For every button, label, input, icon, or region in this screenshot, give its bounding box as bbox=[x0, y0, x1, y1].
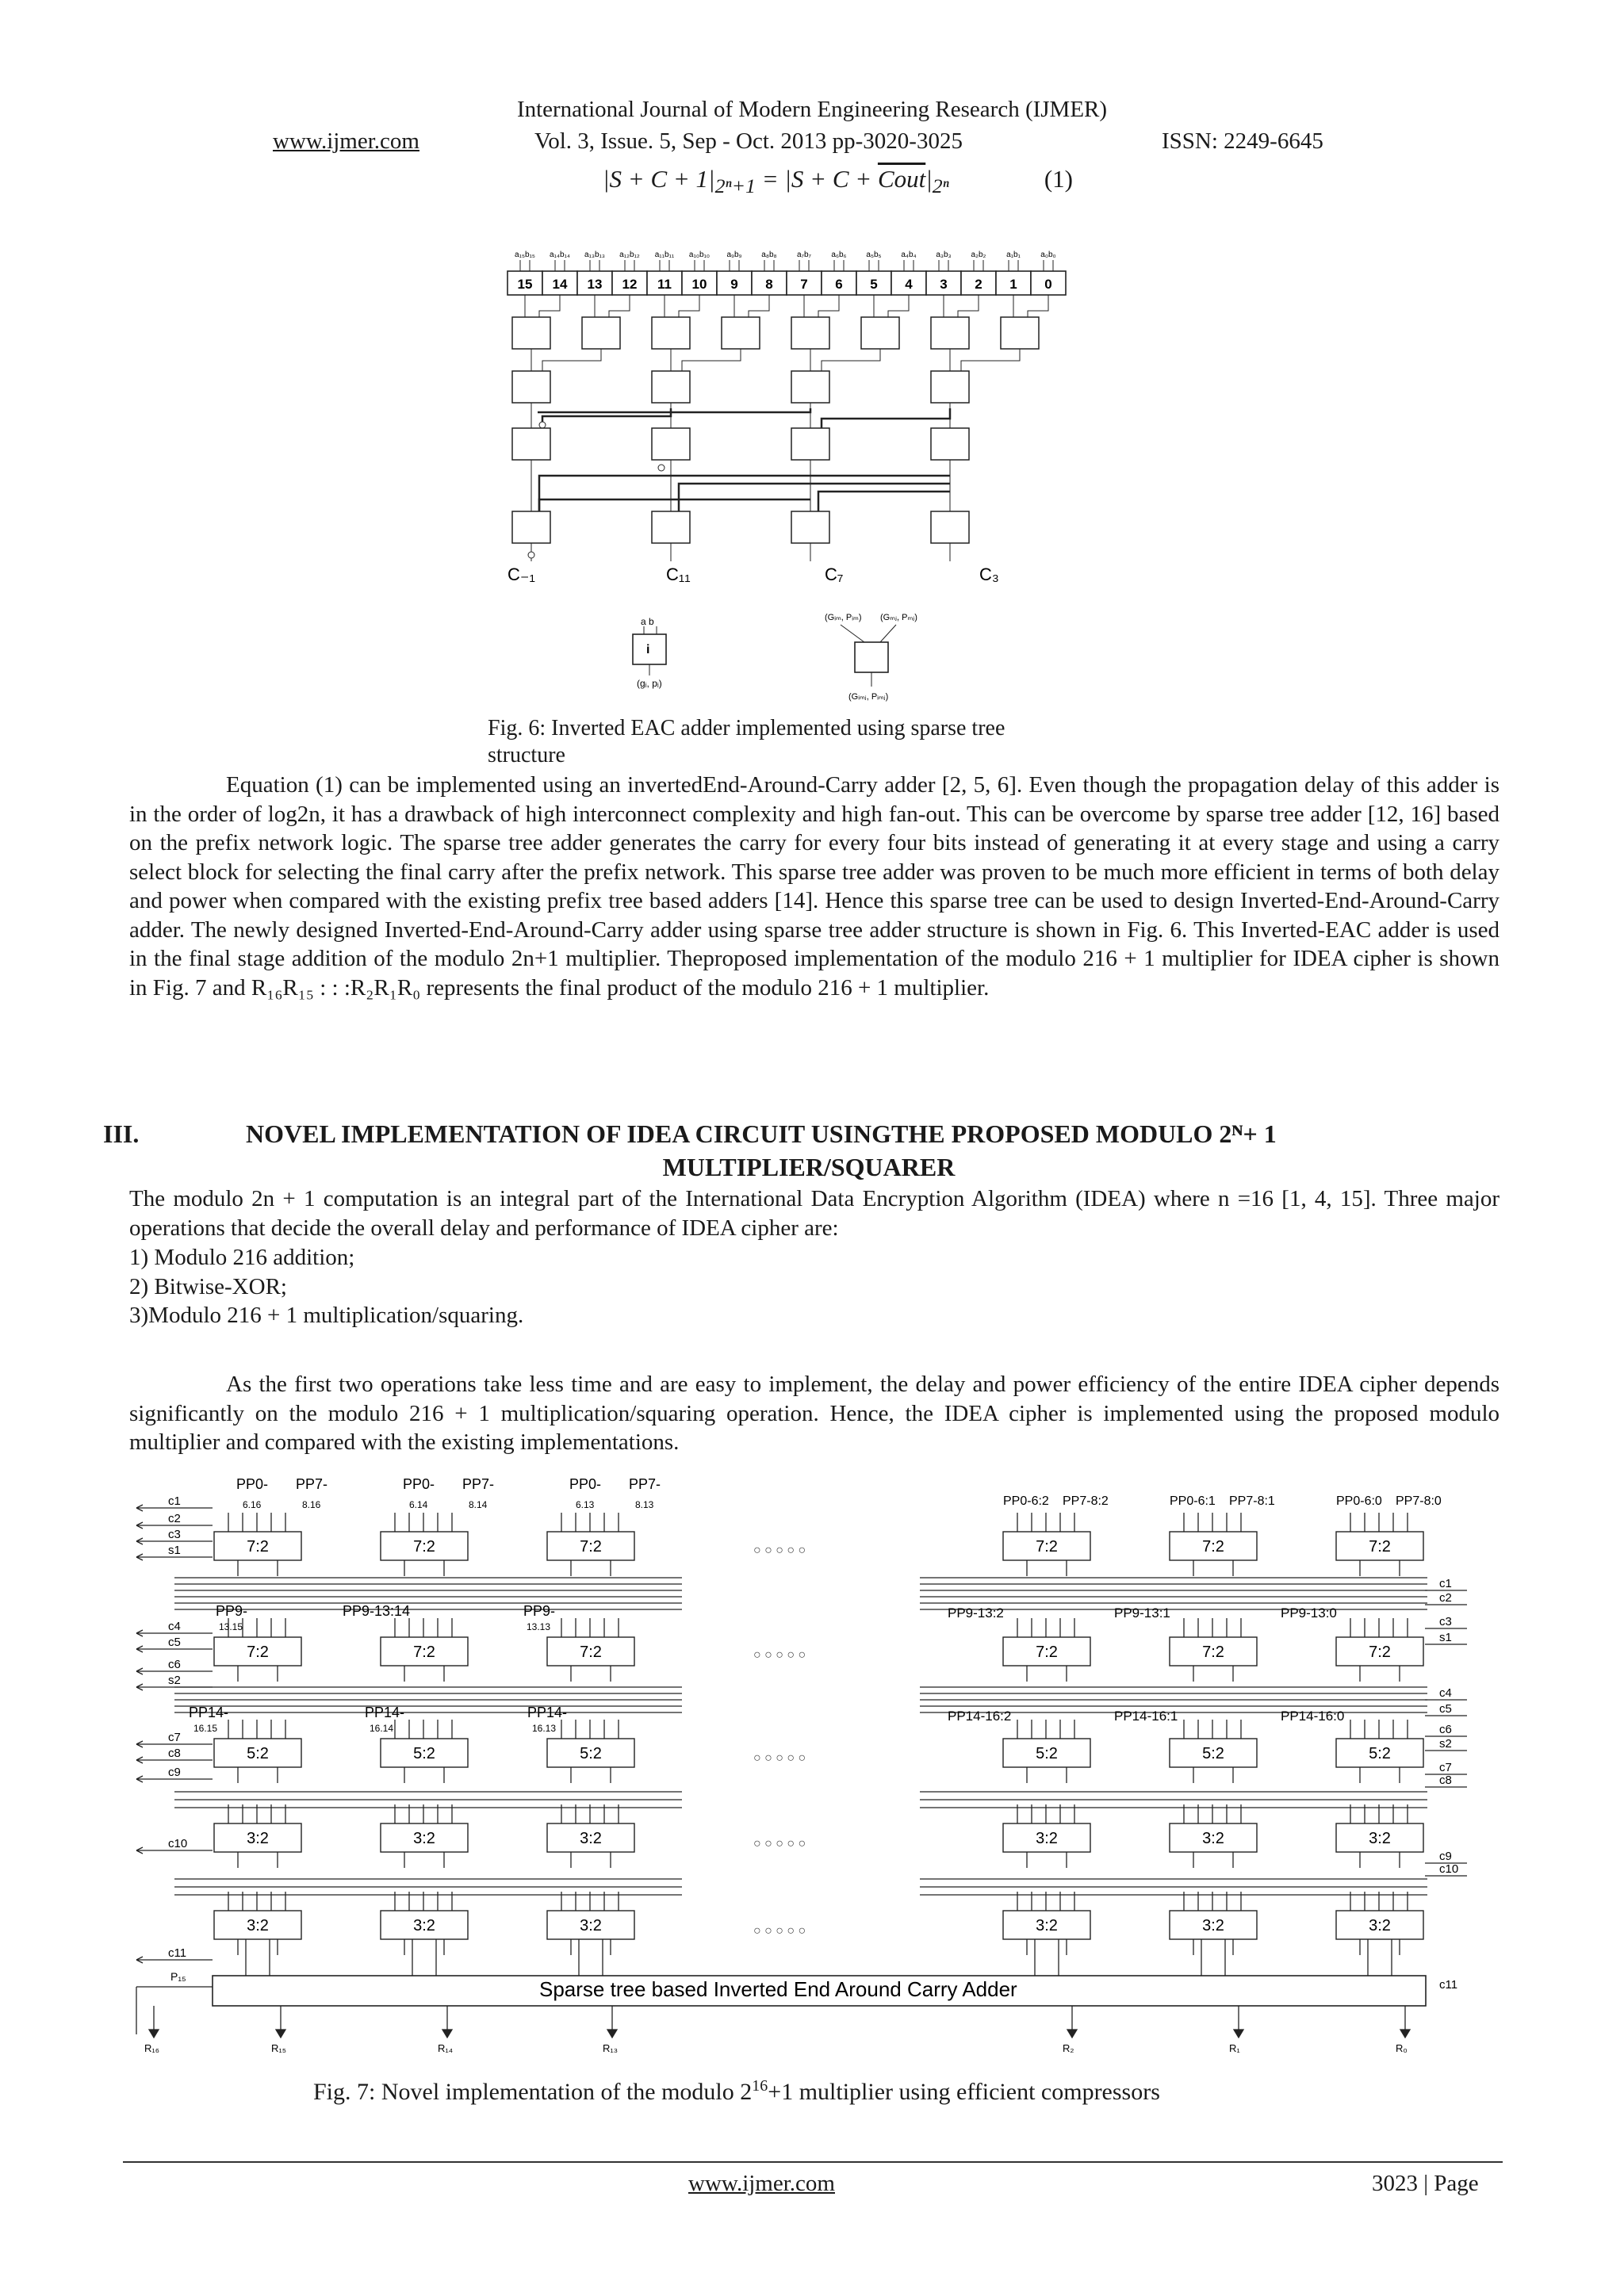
fig6-carry-labels bbox=[508, 564, 999, 584]
fig6-bit-label: 15 bbox=[517, 277, 533, 292]
footer-page-number: 3023 | Page bbox=[1372, 2171, 1479, 2196]
carry-label-c3: C₃ bbox=[979, 564, 999, 584]
fig7-compressor-label: 7:2 bbox=[247, 1644, 269, 1661]
fig7-compressor-label: 3:2 bbox=[1036, 1830, 1058, 1847]
fig7-wires bbox=[136, 1505, 1467, 2038]
fig6-bit-label: 0 bbox=[1044, 277, 1052, 292]
fig6-input-label: a₇b₇ bbox=[797, 251, 811, 259]
fig7-pp9-label: PP9- bbox=[216, 1603, 248, 1619]
fig7-compressor-label: 5:2 bbox=[1202, 1745, 1224, 1762]
fig7-compressor-label: 3:2 bbox=[1369, 1830, 1391, 1847]
fig6-node-l3 bbox=[512, 428, 550, 460]
fig7-compressor-label: 7:2 bbox=[1202, 1538, 1224, 1556]
fig7-pp9-label: PP9-13:0 bbox=[1281, 1605, 1337, 1621]
svg-text:a b: a b bbox=[641, 616, 654, 627]
ellipsis-row-3: ○ ○ ○ ○ ○ bbox=[753, 1751, 806, 1765]
fig7-compressor-label: 7:2 bbox=[413, 1644, 435, 1661]
fig7-pp9-label: PP9-13:14 bbox=[343, 1603, 411, 1619]
fig6-bit-label: 12 bbox=[622, 277, 638, 292]
fig7-compressor-label: 7:2 bbox=[1036, 1644, 1058, 1661]
fig6-input-label: a₈b₈ bbox=[761, 251, 777, 259]
ellipsis-row-2: ○ ○ ○ ○ ○ bbox=[753, 1648, 806, 1662]
fig7-labels bbox=[144, 1476, 1458, 2054]
fig7-left-carry-label: c5 bbox=[168, 1636, 181, 1649]
fig6-node-l1 bbox=[791, 317, 829, 349]
fig6-bit-label: 2 bbox=[975, 277, 982, 292]
fig7-pp14-label: PP14- bbox=[189, 1705, 229, 1720]
fig7-compressor-label: 5:2 bbox=[1369, 1745, 1391, 1762]
fig6-nodes bbox=[512, 317, 1039, 543]
fig6-input-label: a₄b₄ bbox=[901, 251, 917, 259]
fig7-compressor-label: 7:2 bbox=[1369, 1644, 1391, 1661]
fig7-pp-label: PP7- bbox=[296, 1476, 328, 1492]
fig6-node-l2 bbox=[931, 371, 969, 403]
header-website-link[interactable]: www.ijmer.com bbox=[273, 128, 419, 154]
fig7-output-label: R₁₅ bbox=[271, 2042, 287, 2054]
fig6-input-label: a₅b₅ bbox=[866, 251, 882, 259]
fig7-output-label: R₁₃ bbox=[603, 2042, 619, 2054]
fig6-bit-label: 11 bbox=[657, 277, 672, 292]
figure-6-sparse-tree-adder bbox=[476, 238, 1174, 714]
fig7-left-carry-label: s2 bbox=[168, 1674, 181, 1687]
fig7-pp14-sub: 16.13 bbox=[532, 1723, 557, 1734]
fig7-pp-label: PP7- bbox=[629, 1476, 661, 1492]
fig6-node-l1 bbox=[1001, 317, 1039, 349]
fig7-compressor-label: 5:2 bbox=[580, 1745, 602, 1762]
fig7-right-carry-label: s1 bbox=[1439, 1631, 1452, 1644]
paragraph-idea-efficiency: As the first two operations take less time and are easy to implement, the delay and power efficiency of the entire IDEA cipher depends significantly on the modulo 216 + 1 multiplication/squaring operation. Hence, the IDEA cipher is implemented using the proposed modulo multiplier and compared with the existing implementations. bbox=[129, 1372, 1500, 1455]
fig7-compressor-label: 3:2 bbox=[413, 1917, 435, 1934]
fig6-input-label: a₆b₆ bbox=[831, 251, 847, 259]
fig7-pp14-label: PP14-16:0 bbox=[1281, 1709, 1345, 1724]
fig6-node-l1 bbox=[722, 317, 760, 349]
fig7-pp-sub: 6.13 bbox=[576, 1499, 595, 1510]
fig6-node-l4 bbox=[791, 511, 829, 543]
ellipsis-row-5: ○ ○ ○ ○ ○ bbox=[753, 1924, 806, 1938]
fig7-pp-label: PP0-6:2 bbox=[1003, 1494, 1049, 1508]
fig7-pp14-label: PP14-16:1 bbox=[1114, 1709, 1178, 1724]
sparse-tree-eac-adder-label: Sparse tree based Inverted End Around Carry Adder bbox=[539, 1977, 1017, 2001]
fig6-node-l1 bbox=[861, 317, 899, 349]
footer-divider bbox=[123, 2161, 1503, 2163]
fig7-compressor-label: 3:2 bbox=[247, 1917, 269, 1934]
fig6-node-l1 bbox=[931, 317, 969, 349]
fig6-node-l2 bbox=[652, 371, 690, 403]
footer-website-link[interactable]: www.ijmer.com bbox=[688, 2171, 835, 2196]
fig7-compressor-label: 7:2 bbox=[247, 1538, 269, 1556]
fig7-right-carry-label: c8 bbox=[1439, 1774, 1452, 1787]
fig6-input-label: a₉b₉ bbox=[726, 251, 742, 259]
fig7-left-carry-label: c6 bbox=[168, 1658, 181, 1671]
c11-right-label: c11 bbox=[1439, 1978, 1458, 1992]
fig6-node-l1 bbox=[652, 317, 690, 349]
operations-list bbox=[129, 1243, 523, 1330]
figure-6-caption: Fig. 6: Inverted EAC adder implemented using sparse tree structure bbox=[488, 716, 1005, 767]
fig6-node-l2 bbox=[791, 371, 829, 403]
fig7-output-label: R₀ bbox=[1396, 2042, 1408, 2054]
fig7-pp-label: PP0-6:1 bbox=[1170, 1494, 1216, 1508]
fig7-compressor-label: 3:2 bbox=[247, 1830, 269, 1847]
paragraph-idea-intro: The modulo 2n + 1 computation is an integral part of the International Data Encryption Algorithm (IDEA) where n =16 [1, 4, 15]. Three major operations that decide the overall delay and performance of IDEA cipher are: bbox=[129, 1186, 1500, 1241]
fig7-left-carry-label: c3 bbox=[168, 1528, 181, 1541]
fig7-compressor-label: 3:2 bbox=[1036, 1917, 1058, 1934]
header-volume: Vol. 3, Issue. 5, Sep - Oct. 2013 pp-3020-3025 bbox=[534, 128, 963, 154]
fig6-input-label: a₀b₀ bbox=[1040, 251, 1056, 259]
list-item: 1) Modulo 216 addition; bbox=[129, 1245, 355, 1270]
ellipsis-row-1: ○ ○ ○ ○ ○ bbox=[753, 1544, 806, 1557]
fig7-pp14-sub: 16.15 bbox=[193, 1723, 218, 1734]
fig6-legend-i-cell bbox=[633, 616, 666, 689]
fig7-right-carry-label: c10 bbox=[1439, 1862, 1459, 1876]
fig6-bit-label: 3 bbox=[940, 277, 948, 292]
fig7-left-carry-label: c4 bbox=[168, 1620, 181, 1633]
figure-7-caption: Fig. 7: Novel implementation of the modulo $2^{16}+1$ multiplier using efficient compressors bbox=[313, 2077, 1160, 2105]
fig6-bit-label: 7 bbox=[800, 277, 808, 292]
fig6-bit-label: 14 bbox=[552, 277, 568, 292]
fig7-dots bbox=[753, 1544, 806, 1938]
fig6-bit-label: 9 bbox=[730, 277, 738, 292]
fig6-input-label: a₁b₁ bbox=[1006, 251, 1021, 259]
fig6-bit-label: 5 bbox=[870, 277, 878, 292]
fig7-right-carry-label: c3 bbox=[1439, 1615, 1452, 1628]
fig7-left-carry-label: s1 bbox=[168, 1544, 181, 1557]
fig7-pp-label: PP0- bbox=[403, 1476, 435, 1492]
equation-1: $|S + C + 1|_{2^n+1} = |S + C$ + $Cout|_{2^n}$ (1) bbox=[603, 165, 1073, 198]
fig7-pp-sub: 8.16 bbox=[302, 1499, 321, 1510]
fig7-compressor-blocks bbox=[214, 1532, 1423, 1939]
fig7-compressor-label: 3:2 bbox=[1369, 1917, 1391, 1934]
fig6-input-label: a₂b₂ bbox=[971, 251, 986, 259]
fig7-output-label: R₁₆ bbox=[144, 2042, 160, 2054]
fig7-right-carry-label: c1 bbox=[1439, 1577, 1452, 1590]
fig7-right-carry-label: s2 bbox=[1439, 1737, 1452, 1751]
fig7-left-carry-label: c11 bbox=[168, 1946, 187, 1960]
fig7-right-carry-label: c6 bbox=[1439, 1723, 1452, 1736]
fig7-pp9-sub: 13.13 bbox=[527, 1621, 551, 1632]
fig7-pp-label: PP7-8:0 bbox=[1396, 1494, 1442, 1508]
fig7-pp-sub: 6.14 bbox=[409, 1499, 428, 1510]
fig6-node-l1 bbox=[512, 317, 550, 349]
fig7-left-carry-label: c2 bbox=[168, 1512, 181, 1525]
fig6-input-label: a₁₅b₁₅ bbox=[515, 251, 535, 259]
fig7-output-label: R₁₄ bbox=[438, 2042, 454, 2054]
fig7-compressor-label: 5:2 bbox=[1036, 1745, 1058, 1762]
fig7-right-carry-label: c4 bbox=[1439, 1686, 1452, 1700]
fig7-pp-label: PP0- bbox=[569, 1476, 602, 1492]
fig7-left-carry-label: c10 bbox=[168, 1837, 188, 1850]
fig7-pp-sub: 8.14 bbox=[469, 1499, 488, 1510]
fig7-pp9-sub: 13.15 bbox=[219, 1621, 243, 1632]
svg-text:(gᵢ, pᵢ): (gᵢ, pᵢ) bbox=[637, 678, 662, 689]
carry-label-c11: C₁₁ bbox=[666, 564, 691, 584]
fig7-right-carry-label: c2 bbox=[1439, 1591, 1452, 1605]
fig7-pp14-label: PP14-16:2 bbox=[948, 1709, 1012, 1724]
fig7-pp-label: PP7-8:1 bbox=[1229, 1494, 1275, 1508]
fig7-left-carry-label: c8 bbox=[168, 1747, 181, 1760]
fig7-pp14-sub: 16.14 bbox=[370, 1723, 394, 1734]
fig7-pp-label: PP7-8:2 bbox=[1063, 1494, 1109, 1508]
fig6-input-label: a₁₄b₁₄ bbox=[549, 251, 571, 259]
list-item: 3)Modulo 216 + 1 multiplication/squaring. bbox=[129, 1303, 524, 1328]
fig6-legend-node bbox=[825, 613, 917, 702]
fig7-pp-label: PP7- bbox=[462, 1476, 495, 1492]
fig7-compressor-label: 7:2 bbox=[413, 1538, 435, 1556]
fig7-output-label: R₂ bbox=[1063, 2042, 1074, 2054]
fig7-right-carry-label: c7 bbox=[1439, 1761, 1452, 1774]
header-issn: ISSN: 2249-6645 bbox=[1162, 128, 1323, 154]
list-item: 2) Bitwise-XOR; bbox=[129, 1273, 287, 1299]
fig7-pp9-label: PP9-13:2 bbox=[948, 1605, 1004, 1621]
fig7-pp-label: PP0- bbox=[236, 1476, 269, 1492]
svg-text:(Gₘⱼ, Pₘⱼ): (Gₘⱼ, Pₘⱼ) bbox=[880, 613, 917, 622]
fig6-input-label: a₁₂b₁₂ bbox=[619, 251, 640, 259]
svg-text:(Gᵢₘ, Pᵢₘ): (Gᵢₘ, Pᵢₘ) bbox=[825, 613, 862, 622]
fig6-input-label: a₁₀b₁₀ bbox=[688, 251, 710, 259]
paragraph-inverted-eac: Equation (1) can be implemented using an invertedEnd-Around-Carry adder [2, 5, 6]. Even though the propagation delay of this adder is in the order of log2n, it has a drawback of high interconnect complexity and high fan-out. This can be overcome by sparse tree adder [12, 16] based on the prefix network logic. The sparse tree adder generates the carry for every four bits instead of generating it at every stage and using a carry select block for selecting the final carry after the prefix network. This sparse tree adder was proven to be much more efficient in terms of both delay and power when compared with the existing prefix tree based adders [14]. Hence this sparse tree can be used to design Inverted-End-Around-Carry adder. The newly designed Inverted-End-Around-Carry adder using sparse tree adder structure is shown in Fig. 6. This Inverted-EAC adder is used in the final stage addition of the modulo 2n+1 multiplier. Theproposed implementation of the modulo 216 + 1 multiplier for IDEA cipher is shown in Fig. 7 and R₁₆R₁₅ : : :R₂R₁R₀ represents the final product of the modulo 216 + 1 multiplier. bbox=[129, 772, 1500, 1001]
carry-label-c-1: C₋₁ bbox=[508, 564, 535, 584]
fig7-compressor-label: 7:2 bbox=[1036, 1538, 1058, 1556]
fig6-input-label: a₃b₃ bbox=[936, 251, 952, 259]
fig7-pp-sub: 8.13 bbox=[635, 1499, 654, 1510]
figure-7-modulo-multiplier bbox=[127, 1475, 1475, 2069]
fig6-node-l4 bbox=[931, 511, 969, 543]
fig6-bit-label: 10 bbox=[691, 277, 707, 292]
fig7-compressor-label: 5:2 bbox=[247, 1745, 269, 1762]
fig7-compressor-label: 5:2 bbox=[413, 1745, 435, 1762]
fig6-input-label: a₁₃b₁₃ bbox=[584, 251, 606, 259]
fig6-node-l3 bbox=[931, 428, 969, 460]
fig6-bit-inputs bbox=[508, 251, 1066, 295]
fig7-left-carry-label: c1 bbox=[168, 1494, 181, 1508]
fig6-node-l1 bbox=[582, 317, 620, 349]
header-meta bbox=[0, 128, 1624, 157]
fig7-compressor-label: 3:2 bbox=[413, 1830, 435, 1847]
p15-label: P₁₅ bbox=[170, 1970, 186, 1983]
fig7-pp9-label: PP9- bbox=[523, 1603, 556, 1619]
fig7-compressor-label: 3:2 bbox=[1202, 1917, 1224, 1934]
fig6-bit-label: 8 bbox=[765, 277, 773, 292]
fig6-node-l4 bbox=[652, 511, 690, 543]
fig7-right-carry-label: c9 bbox=[1439, 1850, 1452, 1863]
fig7-pp14-label: PP14- bbox=[527, 1705, 568, 1720]
fig6-bit-label: 4 bbox=[905, 277, 913, 292]
fig7-compressor-label: 7:2 bbox=[580, 1538, 602, 1556]
fig6-node-l3 bbox=[652, 428, 690, 460]
fig7-compressor-label: 7:2 bbox=[580, 1644, 602, 1661]
svg-text:(Gᵢₘⱼ, Pᵢₘⱼ): (Gᵢₘⱼ, Pᵢₘⱼ) bbox=[848, 692, 889, 702]
svg-text:i: i bbox=[646, 643, 650, 656]
fig7-compressor-label: 3:2 bbox=[1202, 1830, 1224, 1847]
fig7-left-carry-label: c9 bbox=[168, 1766, 181, 1779]
fig7-pp14-label: PP14- bbox=[365, 1705, 405, 1720]
fig6-input-label: a₁₁b₁₁ bbox=[654, 251, 675, 259]
fig7-compressor-label: 3:2 bbox=[580, 1830, 602, 1847]
fig6-bit-label: 6 bbox=[835, 277, 843, 292]
fig7-compressor-label: 7:2 bbox=[1202, 1644, 1224, 1661]
fig7-output-label: R₁ bbox=[1229, 2042, 1240, 2054]
fig7-left-carry-label: c7 bbox=[168, 1731, 181, 1744]
carry-label-c7: C₇ bbox=[825, 564, 844, 584]
fig7-pp9-label: PP9-13:1 bbox=[1114, 1605, 1170, 1621]
fig7-pp-sub: 6.16 bbox=[243, 1499, 262, 1510]
fig7-compressor-label: 3:2 bbox=[580, 1917, 602, 1934]
fig7-compressor-label: 7:2 bbox=[1369, 1538, 1391, 1556]
ellipsis-row-4: ○ ○ ○ ○ ○ bbox=[753, 1837, 806, 1850]
fig7-pp-label: PP0-6:0 bbox=[1336, 1494, 1382, 1508]
fig7-right-carry-label: c5 bbox=[1439, 1702, 1452, 1716]
journal-title: International Journal of Modern Engineering Research (IJMER) bbox=[516, 97, 1108, 122]
fig6-node-l4 bbox=[512, 511, 550, 543]
fig6-bit-label: 13 bbox=[587, 277, 603, 292]
fig6-bit-label: 1 bbox=[1009, 277, 1017, 292]
fig6-node-l3 bbox=[791, 428, 829, 460]
fig6-node-l2 bbox=[512, 371, 550, 403]
